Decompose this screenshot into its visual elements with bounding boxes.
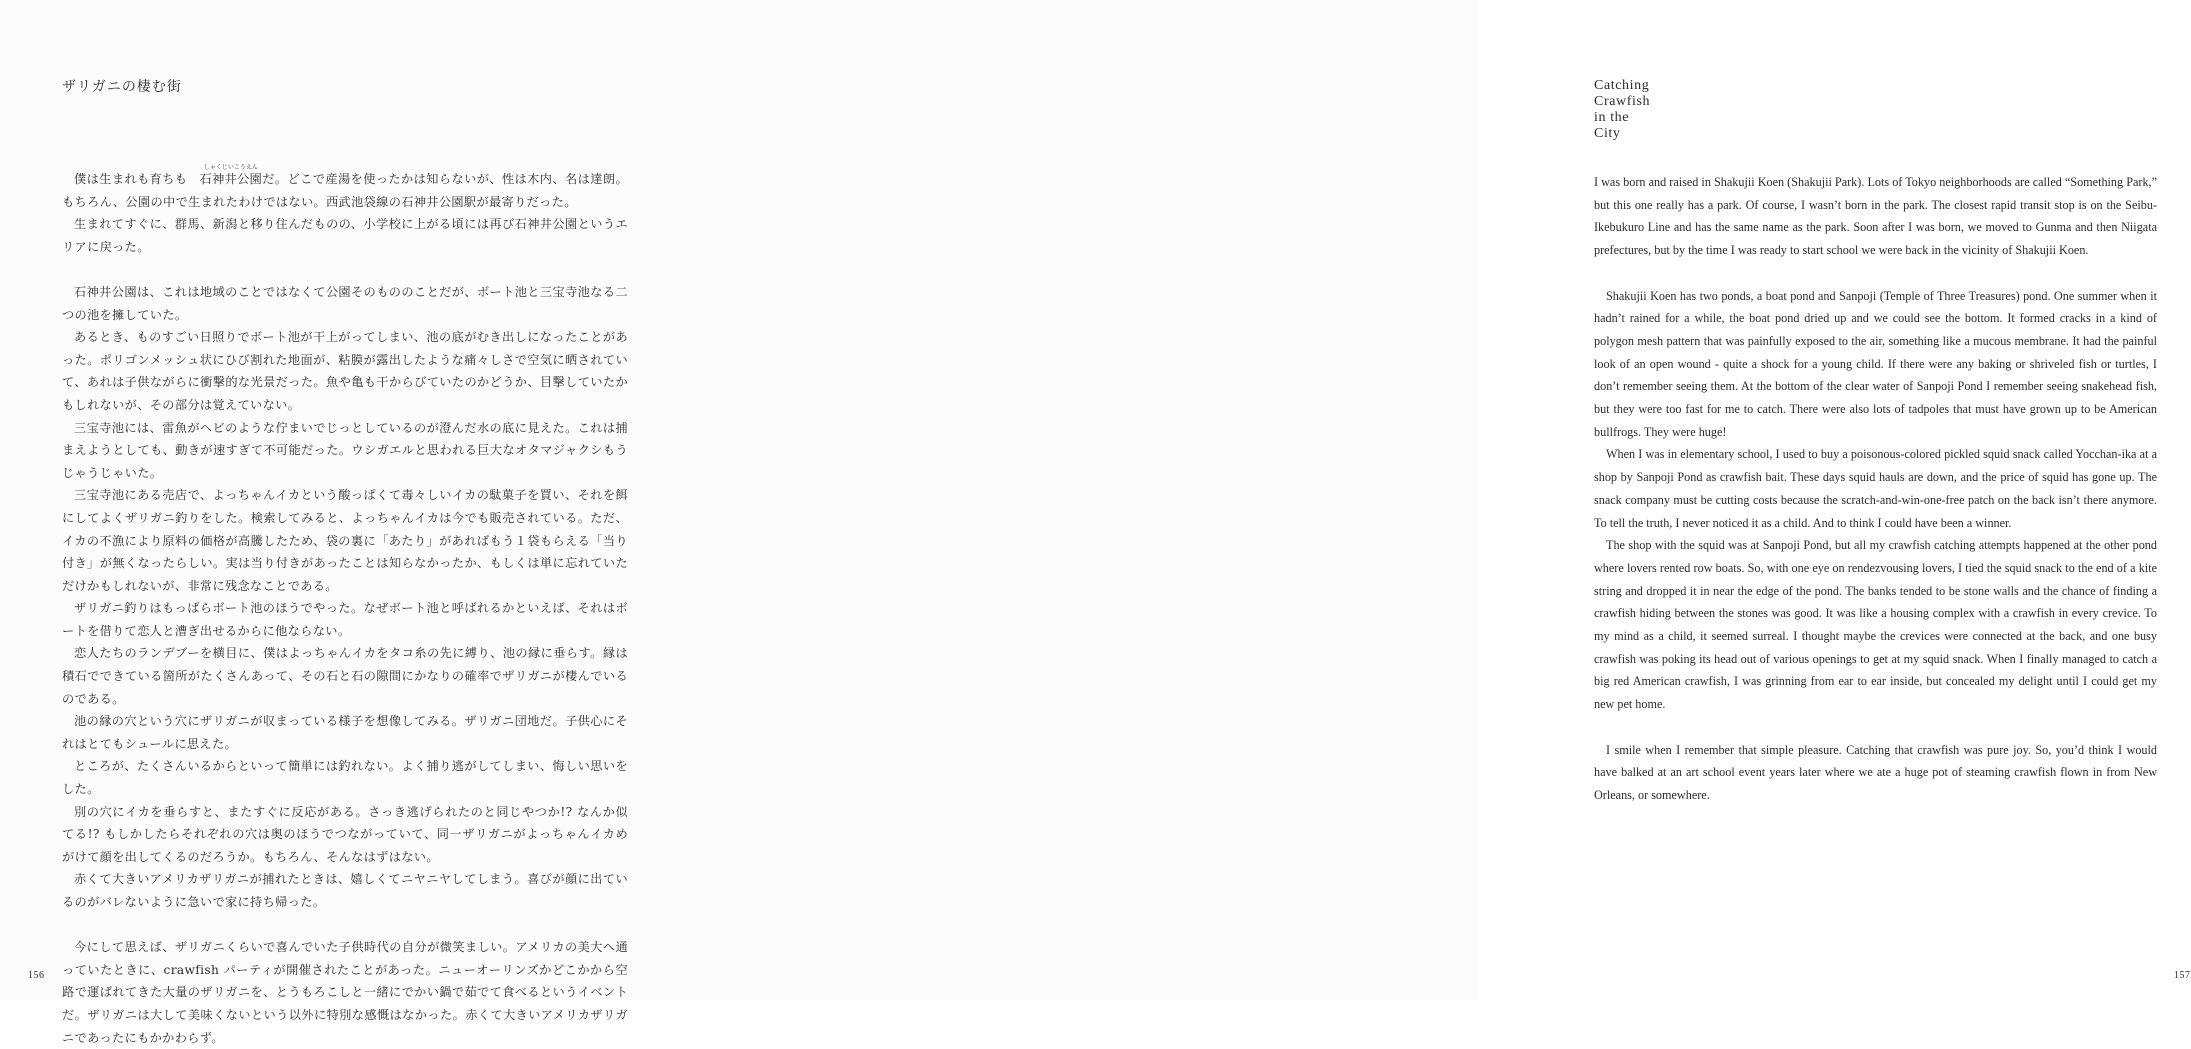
paragraph: Shakujii Koen has two ponds, a boat pond and Sanpoji (Temple of Three Treasures) pond. One summer when it hadn’t rained for a while, the boat pond dried up and we could see the bottom. It formed cracks in a kind of polygon mesh pattern that was painfully exposed to the air, something like a mucous membrane. It had the painful look of an open wound - quite a shock for a young child. If there were any baking or shriveled fish or turtles, I don’t remember seeing them. At the bottom of the clear water of Sanpoji Pond I remember seeing snakehead fish, but they were too fast for me to catch. There were also lots of tadpoles that must have grown up to be American bullfrogs. They were huge! xyxy=(1594,288,2157,439)
paragraph: I smile when I remember that simple pleasure. Catching that crawfish was pure joy. So, you’d think I would have balked at an art school event years later where we ate a huge pot of steaming crawfish flown in from New Orleans, or somewhere. xyxy=(1594,742,2157,802)
paragraph: 赤くて大きいアメリカザリガニが捕れたときは、嬉しくてニヤニヤしてしまう。喜びが顔に出ているのがバレないように急いで家に持ち帰った。 xyxy=(62,872,628,909)
paragraph: The shop with the squid was at Sanpoji Pond, but all my crawfish catching attempts happened at the other pond where lovers rented row boats. So, with one eye on rendezvousing lovers, I tied the squid snack to the end of a kite string and dropped it in near the edge of the pond. The banks tended to be stone walls and the chance of finding a crawfish hiding between the stones was good. It was like a housing complex with a crawfish in every crevice. To my mind as a child, it seemed surreal. I thought maybe the crevices were connected at the back, and one busy crawfish was poking its head out of various openings to get at my squid snack. When I finally managed to catch a big red American crawfish, I was grinning from ear to ear inside, but concealed my delight until I could get my new pet home. xyxy=(1594,538,2157,712)
english-body-text xyxy=(1594,171,2157,807)
left-page xyxy=(0,0,739,1045)
page-number-right: 157 xyxy=(2174,970,2191,981)
ruby-annotated-word: しゃくじいこうえん 石神井公園 xyxy=(188,168,263,191)
page-number-left: 156 xyxy=(28,970,45,981)
paragraph: 別の穴にイカを垂らすと、またすぐに反応がある。さっき逃げられたのと同じやつか!? なんか似てる!? もしかしたらそれぞれの穴は奥のほうでつながっていて、同一ザリガニがよっちゃんイカめがけて顔を出してくるのだろうか。もちろん、そんなはずはない。 xyxy=(62,804,628,864)
paragraph: 三宝寺池にある売店で、よっちゃんイカという酸っぱくて毒々しいイカの駄菓子を買い、それを餌にしてよくザリガニ釣りをした。検索してみると、よっちゃんイカは今でも販売されている。ただ、イカの不漁により原料の価格が高騰したため、袋の裏に「あたり」があればもう１袋もらえる「当り付き」が無くなったらしい。実は当り付きがあったことは知らなかったか、もしくは単に忘れていただけかもしれないが、非常に残念なことである。 xyxy=(62,488,628,593)
chapter-title-english: Catching Crawfish in the City xyxy=(1594,78,1651,141)
paragraph: 池の縁の穴という穴にザリガニが収まっている様子を想像してみる。ザリガニ団地だ。子供心にそれはとてもシュールに思えた。 xyxy=(62,714,628,751)
paragraph: 恋人たちのランデブーを横目に、僕はよっちゃんイカをタコ糸の先に縛り、池の縁に垂らす。縁は積石でできている箇所がたくさんあって、その石と石の隙間にかなりの確率でザリガニが棲んでいるのである。 xyxy=(62,646,628,706)
right-page xyxy=(739,0,2191,1000)
paragraph: ザリガニ釣りはもっぱらボート池のほうでやった。なぜボート池と呼ばれるかといえば、それはボートを借りて恋人と漕ぎ出せるからに他ならない。 xyxy=(62,601,628,638)
paragraph: 生まれてすぐに、群馬、新潟と移り住んだものの、小学校に上がる頃には再び石神井公園というエリアに戻った。 xyxy=(62,217,628,254)
paragraph: 石神井公園は、これは地域のことではなくて公園そのもののことだが、ボート池と三宝寺池なる二つの池を擁していた。 xyxy=(62,284,628,322)
chapter-title-japanese: ザリガニの棲む街 xyxy=(62,79,182,95)
japanese-body-text xyxy=(62,164,628,1049)
paragraph: 僕は生まれも育ちも しゃくじいこうえん 石神井公園だ。どこで産湯を使ったかは知らないが、性は木内、名は達朗。もちろん、公園の中で生まれたわけではない。西武池袋線の石神井公園駅が最寄りだった。 xyxy=(62,168,628,213)
paragraph: ところが、たくさんいるからといって簡単には釣れない。よく捕り逃がしてしまい、悔しい思いをした。 xyxy=(62,759,628,797)
ruby-reading: しゃくじいこうえん xyxy=(203,164,258,171)
paragraph: I was born and raised in Shakujii Koen (Shakujii Park). Lots of Tokyo neighborhoods are called “Something Park,” but this one really has a park. Of course, I wasn’t born in the park. The closest rapid transit stop is on the Seibu-Ikebukuro Line and has the same name as the park. Soon after I was born, we moved to Gunma and then Niigata prefectures, but by the time I was ready to start school we were back in the vicinity of Shakujii Koen. xyxy=(1594,175,2157,258)
paragraph: 今にして思えば、ザリガニくらいで喜んでいた子供時代の自分が微笑ましい。アメリカの美大へ通っていたときに、crawfish パーティが開催されたことがあった。ニューオーリンズかどこかから空路で運ばれてきた大量のザリガニを、とうもろこしと一緒にでかい鍋で茹でて食べるというイベントだ。ザリガニは大して美味くないという以外に特別な感慨はなかった。赤くて大きいアメリカザリガニであったにもかかわらず。 xyxy=(62,940,628,1045)
paragraph: あるとき、ものすごい日照りでボート池が干上がってしまい、池の底がむき出しになったことがあった。ポリゴンメッシュ状にひび割れた地面が、粘膜が露出したような痛々しさで空気に晒されていて、あれは子供ながらに衝撃的な光景だった。魚や亀も干からびていたのかどうか、目撃していたかもしれないが、その部分は覚えていない。 xyxy=(62,330,628,412)
paragraph: 三宝寺池には、雷魚がヘビのような佇まいでじっとしているのが澄んだ水の底に見えた。これは捕まえようとしても、動きが速すぎて不可能だった。ウシガエルと思われる巨大なオタマジャクシもうじゃうじゃいた。 xyxy=(62,420,628,480)
paragraph: When I was in elementary school, I used to buy a poisonous-colored pickled squid snack called Yocchan-ika at a shop by Sanpoji Pond as crawfish bait. These days squid hauls are down, and the price of squid has gone up. The snack company must be cutting costs because the scratch-and-win-one-free patch on the back isn’t there anymore. To tell the truth, I never noticed it as a child. And to think I could have been a winner. xyxy=(1594,447,2157,530)
